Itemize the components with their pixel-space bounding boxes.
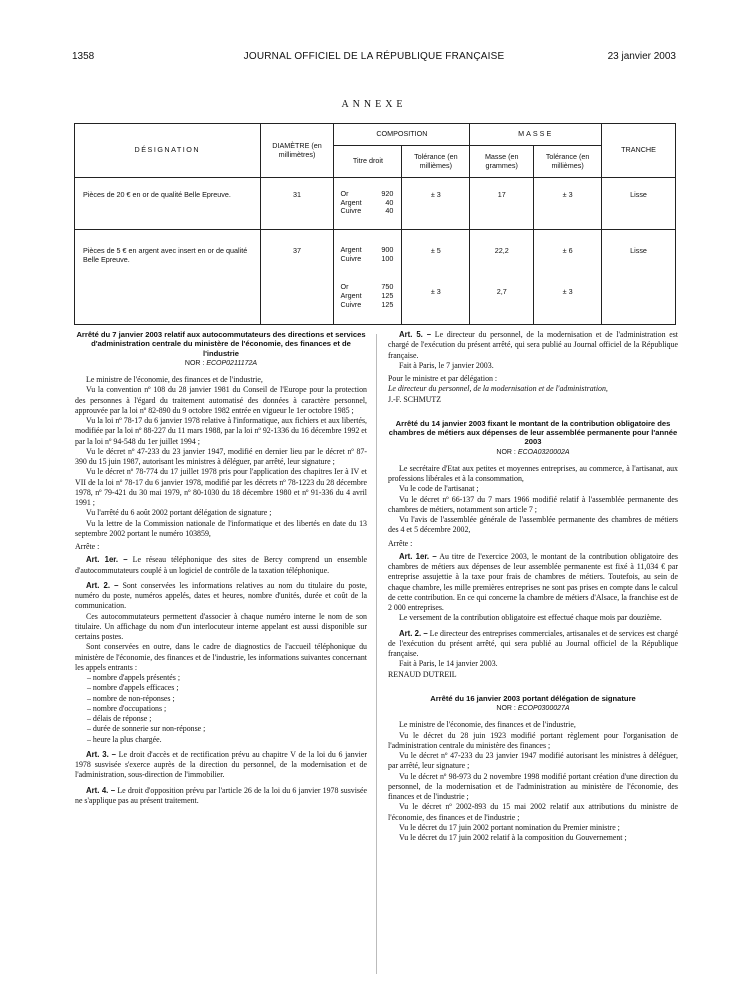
right-column — [388, 330, 678, 843]
paragraph: Le secrétaire d'Etat aux petites et moyennes entreprises, au commerce, à l'artisanat, aux professions libérales et à la consommation, — [388, 463, 678, 484]
article-2: Art. 2. – Le directeur des entreprises commerciales, artisanales et de services est chargé de l'exécution du présent arrêté, qui sera publié au Journal officiel de la République française. — [388, 628, 678, 659]
paragraph: Ces autocommutateurs permettent d'associer à chaque numéro interne le nom de son titulaire. Un affichage du nom d'un interlocuteur interne appelant est aussi disponible sur certains postes. — [75, 611, 367, 642]
article-5: Art. 5. – Le directeur du personnel, de la modernisation et de l'administration est chargé de l'exécution du présent arrêté, qui sera publié au Journal officiel de la République française. — [388, 330, 678, 360]
row-tolerance-titre: ± 5 ± 3 — [402, 230, 470, 325]
paragraph: Vu la loi nº 78-17 du 6 janvier 1978 relative à l'informatique, aux fichiers et aux libertés, modifiée par la loi nº 88-227 du 11 mars 1988, par la loi nº 92-1336 du 16 décembre 1992 et par la loi nº 94-548 du 1er juillet 1994 ; — [75, 416, 367, 446]
header-titre-droit: Titre droit — [334, 146, 402, 178]
row-tranche: Lisse — [602, 178, 676, 230]
paragraph: Vu l'arrêté du 6 août 2002 portant délégation de signature ; — [86, 508, 272, 518]
header-tranche: TRANCHE — [602, 124, 676, 178]
list-item: – nombre d'appels efficaces ; — [87, 683, 179, 693]
row-tolerance-masse: ± 3 — [534, 178, 602, 230]
paragraph: Vu la lettre de la Commission nationale de l'informatique et des libertés en date du 13 septembre 2002 portant le numéro 103859, — [75, 518, 367, 538]
signature-intro: Pour le ministre et par délégation : — [388, 374, 498, 383]
arrete-label: Arrête : — [388, 538, 413, 548]
table-row — [75, 178, 676, 230]
row-diametre: 31 — [260, 178, 334, 230]
row-tranche: Lisse — [602, 230, 676, 325]
decree-title: Arrêté du 16 janvier 2003 portant délégation de signature — [430, 693, 636, 703]
paragraph: Vu le décret du 28 juin 1923 modifié portant règlement pour l'organisation de l'administration centrale du ministère des finances ; — [388, 730, 678, 750]
list-item: – heure la plus chargée. — [87, 734, 162, 744]
page-header — [72, 51, 676, 65]
article-1: Art. 1er. – Le réseau téléphonique des sites de Bercy comprend un ensemble d'autocommutateurs couplé à un logiciel de contrôle de la taxation téléphonique. — [75, 555, 367, 575]
article-4: Art. 4. – Le droit d'opposition prévu par l'article 26 de la loi du 6 janvier 1978 susvisée ne s'applique pas au présent traitement. — [75, 785, 367, 805]
row-titre: Or 920 Argent 40 Cuivre 40 — [334, 178, 402, 230]
list-item: – nombre de non-réponses ; — [87, 693, 175, 703]
header-masse: MASSE — [470, 124, 602, 146]
arrete-label: Arrête : — [75, 542, 100, 552]
paragraph: Vu le décret nº 66-137 du 7 mars 1966 modifié relatif à l'assemblée permanente des chambres de métiers, notamment son article 7 ; — [388, 494, 678, 514]
paragraph: Vu le décret nº 78-774 du 17 juillet 1978 pris pour l'application des chapitres Ier à IV et VII de la loi nº 78-17 du 6 janvier 1978, modifié par les décrets nº 78-1223 du 28 décembre 1978, nº 79-421 du 30 mai 1979, nº 80-1030 du 18 décembre 1980 et nº 91-336 du 4 avril 1991 ; — [75, 467, 367, 508]
annexe-title: ANNEXE — [341, 99, 407, 110]
article-1: Art. 1er. – Au titre de l'exercice 2003, le montant de la contribution obligatoire des chambres de métiers aux dépenses de leur assemblée permanente est fixé à 11,034 € par entreprise assujettie à la taxe pour frais de chambres de métiers. Toutefois, au sein de chaque chambre, les mille premières entreprises ne sont pas prises en compte dans le calcul de cette contribution. En ce qui concerne la chambre de métiers d'Alsace, la franchise est de 2 000 entreprises. — [388, 551, 678, 613]
row-designation: Pièces de 20 € en or de qualité Belle Epreuve. — [75, 178, 261, 230]
left-column — [75, 330, 367, 806]
page-number: 1358 — [72, 51, 95, 62]
article-3: Art. 3. – Le droit d'accès et de rectification prévu au chapitre V de la loi du 6 janvier 1978 susvisée s'exerce auprès de la direction du personnel, de la modernisation et de l'administration, sous-direction de l'immobilier. — [75, 749, 367, 780]
nor-reference: NOR : ECOA0320002A — [496, 448, 570, 456]
header-diametre: DIAMÈTRE (en millimètres) — [260, 124, 334, 178]
row-diametre: 37 — [260, 230, 334, 325]
annexe-table — [74, 123, 676, 325]
paragraph: Le ministre de l'économie, des finances et de l'industrie, — [86, 375, 263, 385]
row-designation: Pièces de 5 € en argent avec insert en or de qualité Belle Epreuve. — [75, 230, 261, 325]
decree-title: Arrêté du 14 janvier 2003 fixant le montant de la contribution obligatoire des chambres de métiers aux dépenses de leur assemblée permanente pour l'année 2003 — [388, 418, 678, 447]
issue-date: 23 janvier 2003 — [607, 51, 676, 62]
journal-title: JOURNAL OFFICIEL DE LA RÉPUBLIQUE FRANÇAISE — [243, 51, 505, 62]
signature-name: J.-F. SCHMUTZ — [388, 394, 442, 404]
list-item: – nombre d'appels présentés ; — [87, 673, 181, 683]
date-line: Fait à Paris, le 7 janvier 2003. — [399, 360, 494, 370]
paragraph: Vu le décret nº 47-233 du 23 janvier 1947 modifié autorisant les ministres à déléguer, par arrêté, leur signature ; — [388, 751, 678, 771]
paragraph: Vu le code de l'artisanat ; — [399, 484, 479, 494]
paragraph: Vu le décret nº 98-973 du 2 novembre 1998 modifié portant création d'une direction du personnel, de la modernisation et de l'administration au ministère de l'économie, des finances et de l'industrie ; — [388, 771, 678, 802]
header-designation: DÉSIGNATION — [75, 124, 261, 178]
paragraph: Le versement de la contribution obligatoire est effectué chaque mois par douzième. — [399, 613, 662, 623]
header-tolerance-masse: Tolérance (en millièmes) — [534, 146, 602, 178]
paragraph: Vu le décret nº 47-233 du 23 janvier 1947, modifié en dernier lieu par le décret nº 87-390 du 15 juin 1987, autorisant les ministres à déléguer, par arrêté, leur signature ; — [75, 446, 367, 467]
header-tolerance-titre: Tolérance (en millièmes) — [402, 146, 470, 178]
row-masse: 17 — [470, 178, 534, 230]
paragraph: Vu le décret du 17 juin 2002 relatif à la composition du Gouvernement ; — [399, 833, 627, 843]
paragraph: Sont conservées en outre, dans le cadre de diagnostics de l'accueil téléphonique du ministère de l'économie, des finances et de l'industrie, les informations suivantes concernant les appels entrants : — [75, 642, 367, 672]
paragraph: Le ministre de l'économie, des finances et de l'industrie, — [399, 720, 576, 730]
paragraph: Vu la convention nº 108 du 28 janvier 1981 du Conseil de l'Europe pour la protection des personnes à l'égard du traitement automatisé des données à caractère personnel, approuvée par la loi nº 82-890 du 9 octobre 1982 entrée en vigueur le 1er octobre 1985 ; — [75, 385, 367, 415]
paragraph: Vu l'avis de l'assemblée générale de l'assemblée permanente des chambres de métiers des 4 et 5 décembre 2002, — [388, 515, 678, 535]
table-row — [75, 230, 676, 325]
list-item: – délais de réponse ; — [87, 714, 152, 724]
header-masse-grammes: Masse (en grammes) — [470, 146, 534, 178]
header-composition: COMPOSITION — [334, 124, 470, 146]
column-divider — [376, 334, 377, 974]
list-item: – nombre d'occupations ; — [87, 703, 167, 713]
list-item: – durée de sonnerie sur non-réponse ; — [87, 724, 206, 734]
row-titre: Argent 900 Cuivre 100 Or 750 Argent 125 Cuivre 125 — [334, 230, 402, 325]
signature-name: RENAUD DUTREIL — [388, 669, 457, 679]
paragraph: Vu le décret nº 2002-893 du 15 mai 2002 relatif aux attributions du ministre de l'économie, des finances et de l'industrie ; — [388, 802, 678, 822]
row-masse: 22,2 2,7 — [470, 230, 534, 325]
article-2: Art. 2. – Sont conservées les informations relatives au nom du titulaire du poste, numéro du poste, numéros appelés, dates et heures, nombre d'unités, durée et coût de la communication. — [75, 580, 367, 611]
row-tolerance-masse: ± 6 ± 3 — [534, 230, 602, 325]
signature-title: Le directeur du personnel, de la modernisation et de l'administration, — [388, 384, 608, 394]
nor-reference: NOR : ECOP0211172A — [184, 359, 258, 367]
nor-reference: NOR : ECOP0300027A — [496, 705, 570, 713]
decree-title: Arrêté du 7 janvier 2003 relatif aux autocommutateurs des directions et services d'administration centrale du ministère de l'économie, des finances et de l'industrie — [76, 330, 366, 358]
row-tolerance-titre: ± 3 — [402, 178, 470, 230]
paragraph: Vu le décret du 17 juin 2002 portant nomination du Premier ministre ; — [399, 822, 620, 832]
date-line: Fait à Paris, le 14 janvier 2003. — [399, 659, 498, 669]
